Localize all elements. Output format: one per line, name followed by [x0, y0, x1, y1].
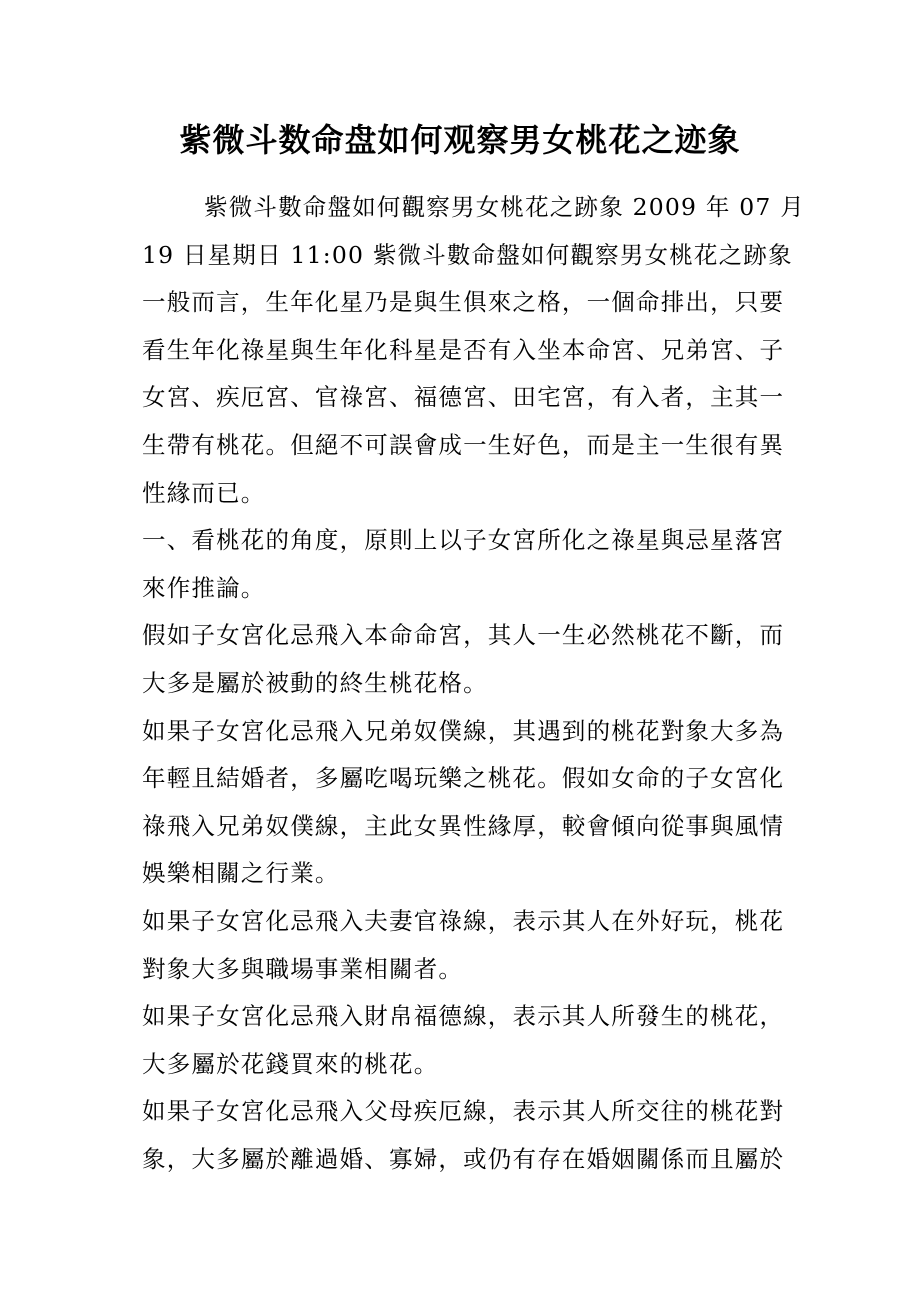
body-line: 象，大多屬於離過婚、寡婦，或仍有存在婚姻關係而且屬於	[142, 1144, 785, 1173]
body-line: 一般而言，生年化星乃是與生俱來之格，一個命排出，只要	[142, 288, 785, 317]
body-line: 來作推論。	[142, 573, 266, 602]
body-line: 大多是屬於被動的終生桃花格。	[142, 668, 488, 697]
body-line: 紫微斗數命盤如何觀察男女桃花之跡象 2009 年 07 月	[204, 193, 805, 221]
body-line: 性緣而已。	[142, 478, 266, 507]
body-line: 如果子女宮化忌飛入夫妻官祿線，表示其人在外好玩，桃花	[142, 906, 785, 935]
body-line: 19 日星期日 11:00 紫微斗數命盤如何觀察男女桃花之跡象	[142, 240, 793, 269]
body-line: 如果子女宮化忌飛入兄弟奴僕線，其遇到的桃花對象大多為	[142, 716, 785, 745]
body-line: 如果子女宮化忌飛入父母疾厄線，表示其人所交往的桃花對	[142, 1097, 785, 1126]
document-title: 紫微斗数命盘如何观察男女桃花之迹象	[179, 121, 741, 159]
body-line: 女宮、疾厄宮、官祿宮、福德宮、田宅宮，有入者，主其一	[142, 383, 785, 412]
document-body	[142, 184, 805, 1183]
body-line: 如果子女宮化忌飛入財帛福德線，表示其人所發生的桃花，	[142, 1002, 785, 1031]
body-line: 大多屬於花錢買來的桃花。	[142, 1049, 439, 1078]
body-line: 一、看桃花的角度，原則上以子女宮所化之祿星與忌星落宮	[142, 526, 785, 555]
body-line: 祿飛入兄弟奴僕線，主此女異性緣厚，較會傾向從事與風情	[142, 811, 785, 840]
body-line: 看生年化祿星與生年化科星是否有入坐本命宮、兄弟宮、子	[142, 335, 785, 364]
body-line: 對象大多與職場事業相關者。	[142, 954, 464, 983]
body-line: 年輕且結婚者，多屬吃喝玩樂之桃花。假如女命的子女宮化	[142, 764, 785, 793]
body-line: 生帶有桃花。但絕不可誤會成一生好色，而是主一生很有異	[142, 430, 785, 459]
body-line: 假如子女宮化忌飛入本命命宮，其人一生必然桃花不斷，而	[142, 621, 785, 650]
body-line: 娛樂相關之行業。	[142, 859, 340, 888]
